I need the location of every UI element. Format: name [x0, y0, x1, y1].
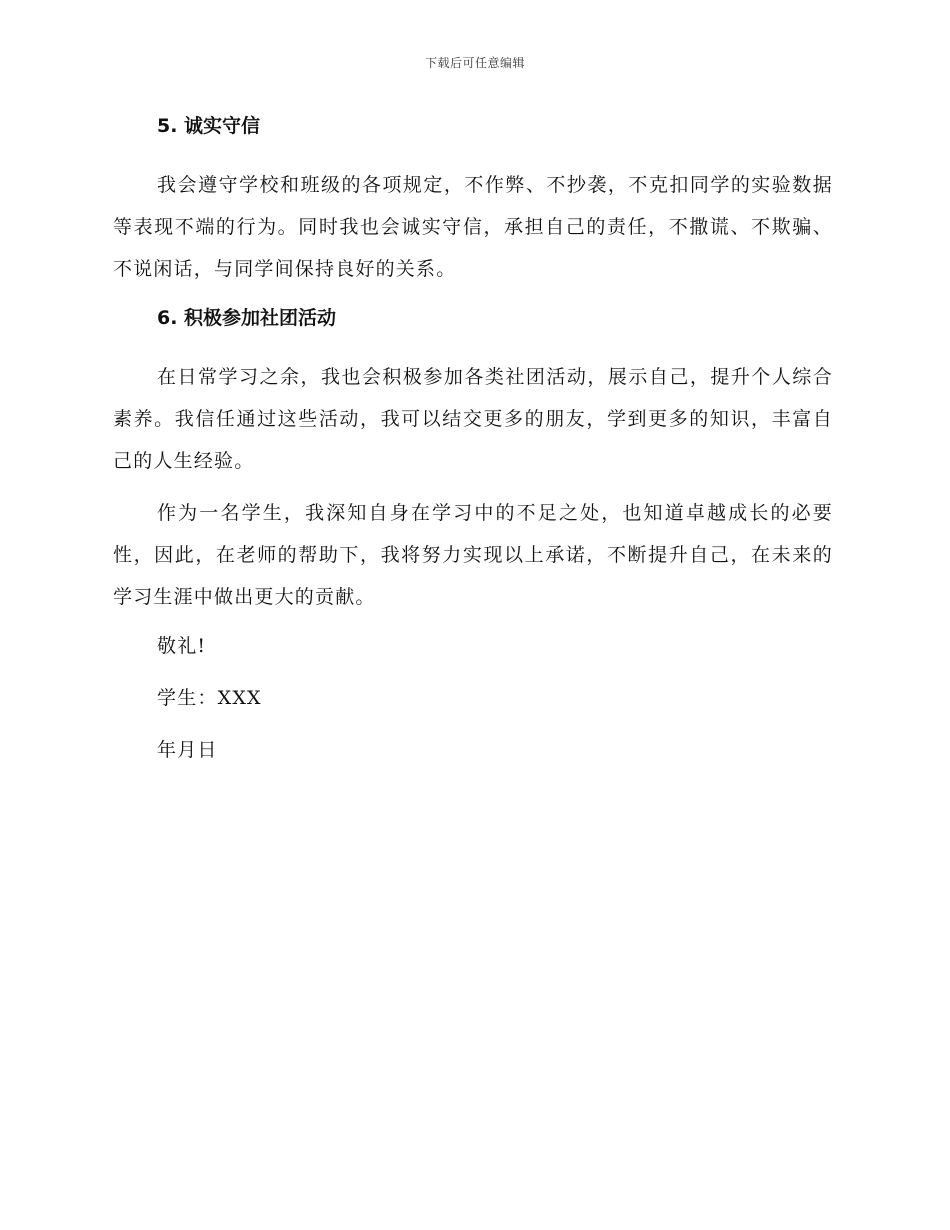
section-paragraph-honesty: 我会遵守学校和班级的各项规定，不作弊、不抄袭，不克扣同学的实验数据等表现不端的行为。同时我也会诚实守信，承担自己的责任，不撒谎、不欺骗、不说闲话，与同学间保持良好的关系。	[113, 174, 833, 280]
section-heading-honesty: 5. 诚实守信	[157, 115, 261, 137]
salutation: 敬礼!	[157, 635, 207, 657]
document-body	[113, 112, 833, 788]
header-note: 下载后可任意编辑	[424, 56, 525, 70]
signature: 学生：XXX	[157, 687, 262, 709]
date-line: 年月日	[157, 739, 218, 761]
section-paragraph-clubs: 在日常学习之余，我也会积极参加各类社团活动，展示自己，提升个人综合素养。我信任通过这些活动，我可以结交更多的朋友，学到更多的知识，丰富自己的人生经验。	[113, 366, 833, 472]
closing-paragraph: 作为一名学生，我深知自身在学习中的不足之处，也知道卓越成长的必要性，因此，在老师的帮助下，我将努力实现以上承诺，不断提升自己，在未来的学习生涯中做出更大的贡献。	[113, 502, 833, 608]
section-heading-clubs: 6. 积极参加社团活动	[157, 307, 337, 329]
